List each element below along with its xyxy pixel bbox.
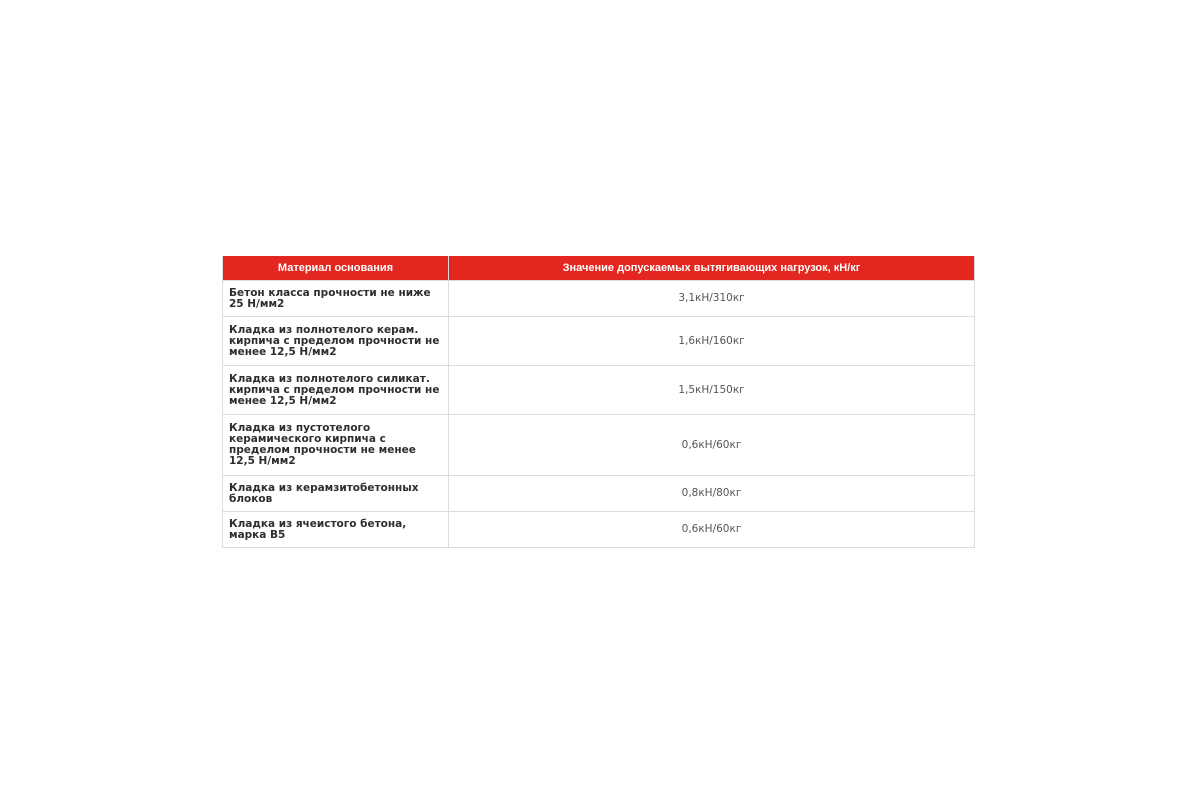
value-cell: 0,6кН/60кг bbox=[449, 512, 975, 548]
material-cell: Кладка из полнотелого силикат. кирпича с пределом прочности не менее 12,5 Н/мм2 bbox=[223, 366, 449, 415]
table-row bbox=[223, 281, 975, 317]
material-cell: Бетон класса прочности не ниже 25 Н/мм2 bbox=[223, 281, 449, 317]
table-row bbox=[223, 512, 975, 548]
table-header-row bbox=[223, 256, 975, 281]
table-row bbox=[223, 317, 975, 366]
value-cell: 1,6кН/160кг bbox=[449, 317, 975, 366]
header-material: Материал основания bbox=[223, 256, 449, 281]
table-row bbox=[223, 415, 975, 476]
table-row bbox=[223, 476, 975, 512]
material-cell: Кладка из керамзитобетонных блоков bbox=[223, 476, 449, 512]
value-cell: 0,8кН/80кг bbox=[449, 476, 975, 512]
load-values-table bbox=[222, 256, 975, 548]
value-cell: 1,5кН/150кг bbox=[449, 366, 975, 415]
header-value: Значение допускаемых вытягивающих нагрузок, кН/кг bbox=[449, 256, 975, 281]
material-cell: Кладка из полнотелого керам. кирпича с пределом прочности не менее 12,5 Н/мм2 bbox=[223, 317, 449, 366]
table-row bbox=[223, 366, 975, 415]
material-cell: Кладка из ячеистого бетона, марка В5 bbox=[223, 512, 449, 548]
value-cell: 3,1кН/310кг bbox=[449, 281, 975, 317]
value-cell: 0,6кН/60кг bbox=[449, 415, 975, 476]
material-cell: Кладка из пустотелого керамического кирпича с пределом прочности не менее 12,5 Н/мм2 bbox=[223, 415, 449, 476]
